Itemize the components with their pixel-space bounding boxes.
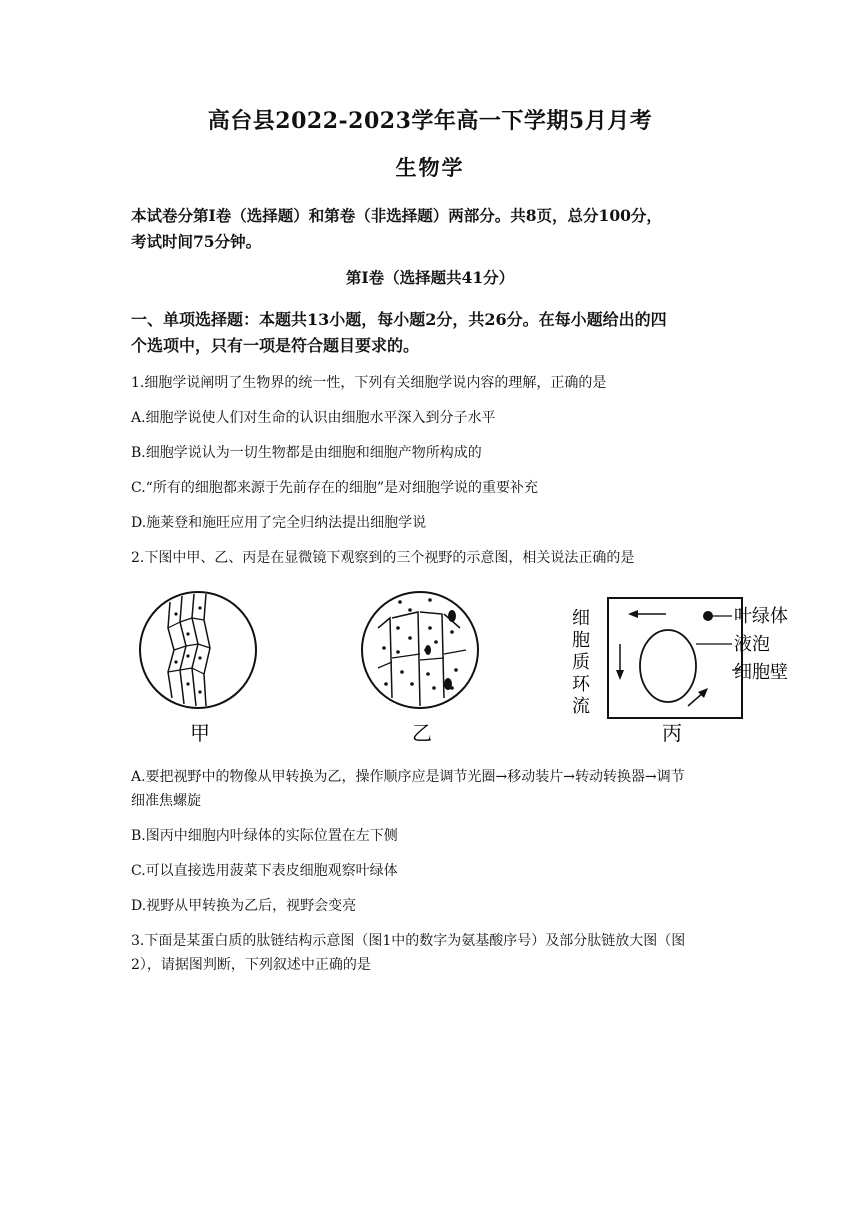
question-3-stem-line1: 3.下面是某蛋白质的肽链结构示意图（图1中的数字为氨基酸序号）及部分肽链放大图（图 xyxy=(131,933,686,949)
question-1-option-c: C.“所有的细胞都来源于先前存在的细胞”是对细胞学说的重要补充 xyxy=(131,480,538,496)
part1-heading-line1: 一、单项选择题：本题共13小题，每小题2分，共26分。在每小题给出的四 xyxy=(131,310,667,329)
question-3-stem-line2: 2），请据图判断，下列叙述中正确的是 xyxy=(131,957,371,973)
view-yi xyxy=(362,592,478,745)
label-vacuole: 液泡 xyxy=(734,634,770,655)
question-2-option-d: D.视野从甲转换为乙后，视野会变亮 xyxy=(131,898,357,914)
question-1-option-b: B.细胞学说认为一切生物都是由细胞和细胞产物所构成的 xyxy=(131,445,482,461)
exam-subject: 生物学 xyxy=(395,155,465,180)
question-1-option-d: D.施莱登和施旺应用了完全归纳法提出细胞学说 xyxy=(131,515,427,531)
label-cytoplasm-5: 流 xyxy=(572,696,590,717)
question-2-option-c: C.可以直接选用菠菜下表皮细胞观察叶绿体 xyxy=(131,863,398,879)
exam-intro-line2: 考试时间75分钟。 xyxy=(131,232,262,251)
label-cytoplasm-1: 细 xyxy=(572,608,590,629)
label-yi: 乙 xyxy=(412,721,432,745)
view-bing xyxy=(572,598,788,745)
section-heading: 第Ⅰ卷（选择题共41分） xyxy=(345,268,515,287)
label-cytoplasm-2: 胞 xyxy=(572,630,590,651)
exam-intro-line1: 本试卷分第Ⅰ卷（选择题）和第卷（非选择题）两部分。共8页，总分100分， xyxy=(131,206,662,225)
label-cytoplasm-4: 环 xyxy=(572,674,590,695)
exam-title: 高台县2022-2023学年高一下学期5月月考 xyxy=(207,108,653,134)
question-1-stem: 1.细胞学说阐明了生物界的统一性，下列有关细胞学说内容的理解，正确的是 xyxy=(131,375,607,391)
label-bing: 丙 xyxy=(662,721,682,745)
label-cell-wall: 细胞壁 xyxy=(734,662,788,683)
question-1-option-a: A.细胞学说使人们对生命的认识由细胞水平深入到分子水平 xyxy=(131,410,496,426)
question-2-option-a-line1: A.要把视野中的物像从甲转换为乙，操作顺序应是调节光圈→移动装片→转动转换器→调节 xyxy=(131,769,685,785)
microscope-views-figure xyxy=(130,588,810,748)
label-cytoplasm-3: 质 xyxy=(572,652,590,673)
part1-heading-line2: 个选项中，只有一项是符合题目要求的。 xyxy=(131,336,420,355)
question-2-option-a-line2: 细准焦螺旋 xyxy=(131,793,201,809)
view-jia xyxy=(140,592,256,745)
question-2-stem: 2.下图中甲、乙、丙是在显微镜下观察到的三个视野的示意图，相关说法正确的是 xyxy=(131,550,635,566)
label-chloroplast: 叶绿体 xyxy=(734,606,788,627)
label-jia: 甲 xyxy=(190,721,210,745)
question-2-option-b: B.图丙中细胞内叶绿体的实际位置在左下侧 xyxy=(131,828,398,844)
